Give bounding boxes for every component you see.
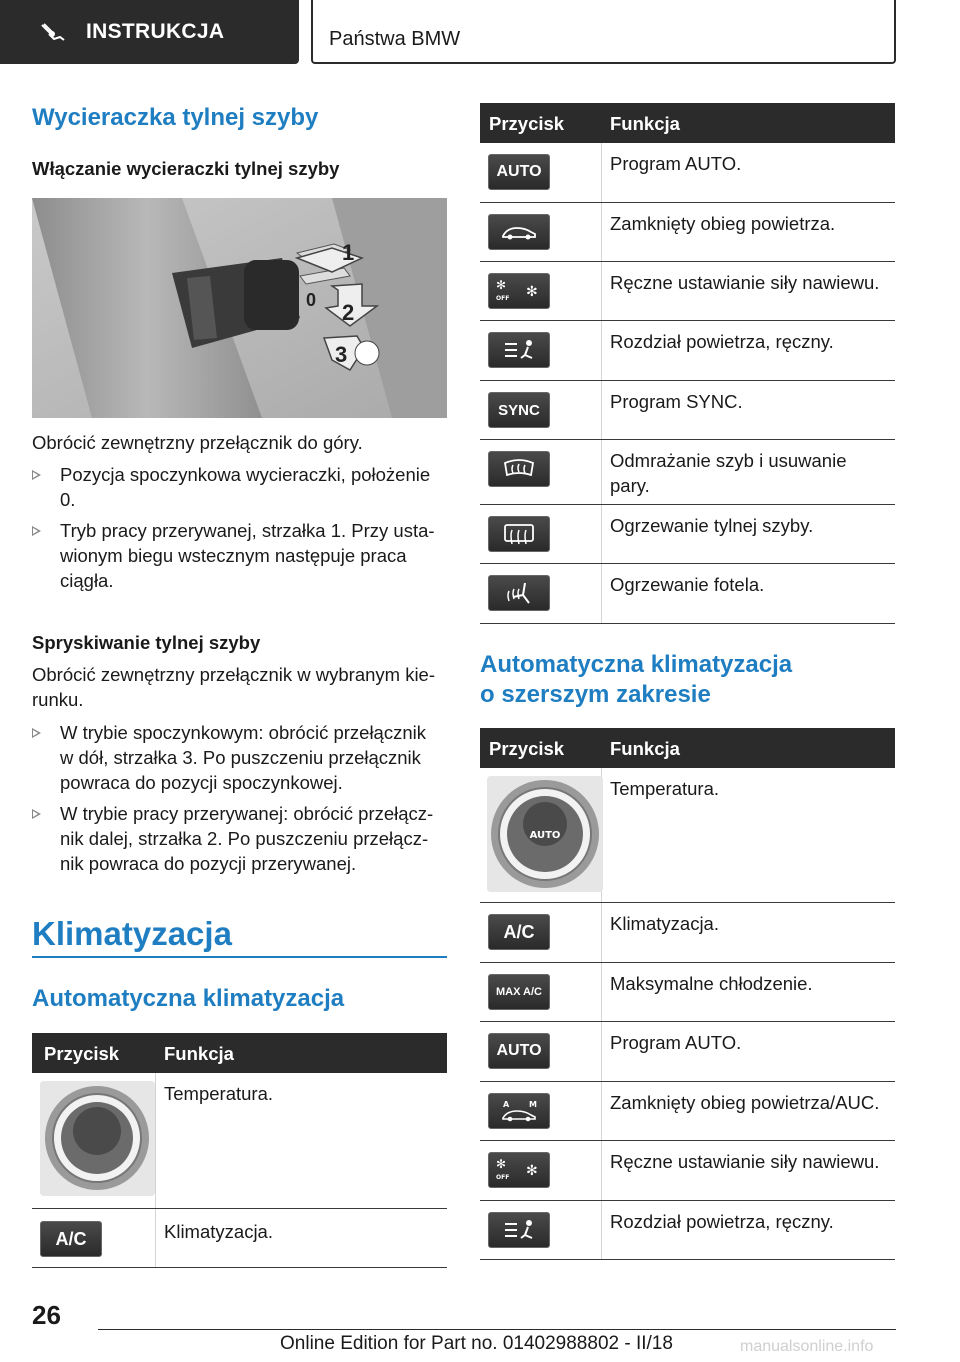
windshield-defrost-icon [488,451,550,487]
auto-button-icon: AUTO [488,1033,550,1069]
bullet-line: powraca do pozycji spoczynkowej. [60,772,343,793]
function-text: Program SYNC. [610,391,743,412]
page-number: 26 [32,1300,61,1330]
function-text: Program AUTO. [610,1032,742,1053]
function-text: Zamknięty obieg powietrza/AUC. [610,1092,880,1113]
figure-label-0: 0 [306,290,317,310]
seat-heat-icon [488,575,550,611]
table-header [32,1033,447,1073]
function-text [610,448,847,498]
table-header [480,728,895,768]
function-text: Rozdział powietrza, ręczny. [610,1211,834,1232]
table-row [480,262,895,321]
table-row [480,1082,895,1141]
bullet-intermittent [32,518,447,593]
function-line: Odmrażanie szyb i usuwanie [610,450,847,471]
svg-text:✻: ✻ [496,1157,507,1171]
subheading-rear-wiper-on: Włączanie wycieraczki tylnej szyby [32,158,340,179]
bullet-triangle-icon [32,809,41,819]
header-title-box [311,0,896,64]
bullet-rest-position [32,462,447,512]
ac-button-icon: A/C [488,914,550,950]
auto-button-icon: AUTO [488,154,550,190]
table-row [480,321,895,381]
fan-off-label: OFF [496,1174,510,1181]
table-row [480,440,895,505]
instruction-tab-label: INSTRUKCJA [86,20,225,43]
fan-off-label: OFF [496,295,510,302]
temperature-knob-icon [40,1081,155,1196]
table-row [480,963,895,1022]
bullet-line: W trybie spoczynkowym: obrócić przełącznik [60,722,426,743]
ac-button-icon: A/C [40,1221,102,1257]
bullet-line: w dół, strzałka 3. Po puszczeniu przełącznik [60,747,421,768]
chapter-rule [32,956,447,958]
bullet-intermittent-mode [32,801,447,876]
table-row [32,1073,447,1209]
book-icon [40,22,66,42]
chapter-title-klimatyzacja: Klimatyzacja [32,915,232,952]
bullet-triangle-icon [32,526,41,536]
function-text: Ręczne ustawianie siły nawiewu. [610,272,880,293]
table-col-button: Przycisk [489,738,565,759]
figure-label-1: 1 [342,240,355,265]
function-text: Rozdział powietrza, ręczny. [610,331,834,352]
air-distribution-icon [488,332,550,368]
bullet-triangle-icon [32,728,41,738]
table-row [480,564,895,624]
rear-window-heat-icon [488,516,550,552]
watermark: manualsonline.info [740,1338,874,1355]
knob-auto-label: AUTO [529,830,561,841]
table-header [480,103,895,143]
bullet-rest-mode [32,720,447,795]
table-row [480,1022,895,1082]
function-line: pary. [610,475,650,496]
paragraph-turn-up: Obrócić zewnętrzny przełącznik do góry. [32,432,363,453]
header-title: Państwa BMW [329,28,461,50]
bullet-line: wionym biegu wstecznym następuje praca [60,545,407,566]
fan-off-icon [488,1152,550,1188]
table-col-button: Przycisk [44,1043,120,1064]
svg-text:✻: ✻ [526,284,538,300]
bullet-line: ciągła. [60,570,114,591]
bullet-line: Pozycja spoczynkowa wycieraczki, położenie [60,464,431,485]
footer-rule [98,1329,896,1330]
wiper-stalk-photo [32,198,447,418]
table-row [480,381,895,440]
function-text: Ogrzewanie tylnej szyby. [610,515,814,536]
table-row [480,903,895,963]
recirc-a-label: A [503,1100,510,1109]
recirculation-auc-icon [488,1093,550,1129]
function-text: Maksymalne chłodzenie. [610,973,813,994]
table-row [480,143,895,203]
figure-label-3: 3 [335,342,348,367]
function-text: Zamknięty obieg powietrza. [610,213,836,234]
table-row [480,505,895,564]
section-title-rear-wiper: Wycieraczka tylnej szyby [32,104,319,131]
paragraph-washer [32,662,435,712]
table-col-function: Funkcja [610,113,680,134]
table-col-function: Funkcja [610,738,680,759]
table-row [480,203,895,262]
sync-button-icon: SYNC [488,392,550,428]
function-text: Ogrzewanie fotela. [610,574,765,595]
footer-edition: Online Edition for Part no. 01402988802 - II/18 [280,1333,673,1354]
table-col-button: Przycisk [489,113,565,134]
section-title-auto-ac: Automatyczna klimatyzacja [32,985,345,1012]
section-title-extended-ac [480,650,792,710]
subheading-rear-washer: Spryskiwanie tylnej szyby [32,632,261,653]
instruction-tab[interactable] [0,0,299,64]
air-distribution-icon [488,1212,550,1248]
table-row [32,1209,447,1268]
fan-off-icon [488,273,550,309]
table-row [480,1141,895,1201]
function-text: Temperatura. [164,1083,273,1104]
function-text: Ręczne ustawianie siły nawiewu. [610,1151,880,1172]
figure-label-2: 2 [342,300,355,325]
function-text: Temperatura. [610,778,719,799]
bullet-line: Tryb pracy przerywanej, strzałka 1. Przy usta- [60,520,435,541]
table-row [480,1201,895,1260]
bullet-line: nik dalej, strzałka 2. Po puszczeniu przełącz- [60,828,429,849]
temperature-knob-auto-icon [487,776,603,892]
function-text: Program AUTO. [610,153,742,174]
max-ac-button-icon: MAX A/C [488,974,550,1010]
bullet-triangle-icon [32,470,41,480]
heading-line: Automatyczna klimatyzacja [480,651,793,678]
function-text: Klimatyzacja. [610,913,719,934]
recirculation-icon [488,214,550,250]
bullet-line: 0. [60,489,76,510]
table-col-function: Funkcja [164,1043,234,1064]
heading-line: o szerszym zakresie [480,681,711,708]
function-text: Klimatyzacja. [164,1221,273,1242]
table-row [480,768,895,903]
paragraph-line: Obrócić zewnętrzny przełącznik w wybranym kie- [32,664,436,685]
paragraph-line: runku. [32,689,84,710]
bullet-line: W trybie pracy przerywanej: obrócić przełącz- [60,803,434,824]
svg-text:✻: ✻ [496,278,507,292]
bullet-line: nik powraca do pozycji przerywanej. [60,853,357,874]
svg-text:✻: ✻ [526,1163,538,1179]
recirc-m-label: M [529,1100,537,1109]
